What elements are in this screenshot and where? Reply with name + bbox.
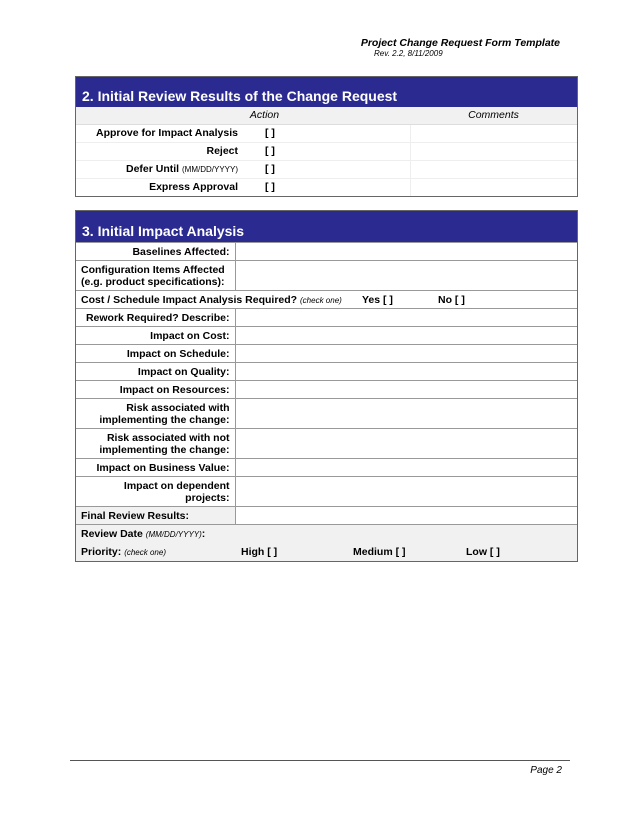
impact-business-label: Impact on Business Value:: [76, 459, 235, 477]
review-row: [76, 160, 577, 178]
review-date-format: (MM/DD/YYYY): [145, 529, 202, 539]
approve-comment[interactable]: [410, 124, 577, 142]
express-comment[interactable]: [410, 178, 577, 196]
footer-divider: [70, 760, 570, 761]
table-row: [76, 243, 577, 261]
priority-check-one: (check one): [124, 547, 166, 557]
table-row: [76, 525, 577, 543]
risk-without-line-2: implementing the change:: [99, 443, 230, 456]
priority-medium-checkbox[interactable]: Medium [ ]: [353, 545, 406, 558]
priority-high-checkbox[interactable]: High [ ]: [241, 545, 278, 558]
cost-schedule-label: Cost / Schedule Impact Analysis Required?: [81, 293, 298, 306]
table-row: [76, 291, 577, 309]
baselines-label: Baselines Affected:: [76, 243, 235, 261]
table-row: [76, 399, 577, 429]
risk-without-field[interactable]: [235, 429, 577, 459]
rework-field[interactable]: [235, 309, 577, 327]
cost-schedule-row: [76, 291, 577, 309]
defer-comment[interactable]: [410, 160, 577, 178]
table-row: [76, 507, 577, 525]
reject-comment[interactable]: [410, 142, 577, 160]
final-review-field[interactable]: [235, 507, 577, 525]
risk-with-line-1: Risk associated with: [126, 401, 230, 414]
impact-schedule-label: Impact on Schedule:: [76, 345, 235, 363]
approve-checkbox[interactable]: [ ]: [243, 124, 410, 142]
col-action: Action: [76, 107, 410, 124]
impact-table: [76, 242, 577, 561]
table-row: [76, 327, 577, 345]
review-row: [76, 142, 577, 160]
priority-low-checkbox[interactable]: Low [ ]: [466, 545, 500, 558]
impact-business-field[interactable]: [235, 459, 577, 477]
impact-dependent-label: [76, 477, 235, 507]
table-row: [76, 345, 577, 363]
impact-dependent-line-1: Impact on dependent: [123, 479, 230, 492]
table-row: [76, 543, 577, 561]
section-initial-review: [75, 76, 578, 197]
express-label: Express Approval: [76, 178, 243, 196]
section-impact-analysis: [75, 210, 578, 562]
review-row: [76, 178, 577, 196]
risk-without-label: [76, 429, 235, 459]
impact-resources-label: Impact on Resources:: [76, 381, 235, 399]
review-date-label: Review Date: [81, 527, 143, 540]
table-row: [76, 429, 577, 459]
impact-resources-field[interactable]: [235, 381, 577, 399]
table-row: [76, 363, 577, 381]
table-row: [76, 459, 577, 477]
risk-with-label: [76, 399, 235, 429]
table-row: [76, 477, 577, 507]
reject-label: Reject: [76, 142, 243, 160]
table-row: [76, 381, 577, 399]
rework-label: Rework Required? Describe:: [76, 309, 235, 327]
impact-cost-field[interactable]: [235, 327, 577, 345]
section-3-title: 3. Initial Impact Analysis: [82, 223, 245, 239]
review-table: [76, 107, 577, 196]
risk-without-line-1: Risk associated with not: [106, 431, 230, 444]
impact-quality-label: Impact on Quality:: [76, 363, 235, 381]
config-items-line-1: Configuration Items Affected: [81, 263, 225, 276]
page-number: Page 2: [530, 765, 562, 776]
section-2-heading: [76, 77, 577, 107]
impact-dependent-line-2: projects:: [185, 491, 230, 504]
review-row: [76, 124, 577, 142]
defer-checkbox[interactable]: [ ]: [243, 160, 410, 178]
col-comments: Comments: [410, 107, 577, 124]
approve-label: Approve for Impact Analysis: [76, 124, 243, 142]
review-date-row: [76, 525, 577, 543]
express-checkbox[interactable]: [ ]: [243, 178, 410, 196]
section-3-heading: [76, 211, 577, 242]
review-column-header: [76, 107, 577, 124]
risk-with-field[interactable]: [235, 399, 577, 429]
reject-checkbox[interactable]: [ ]: [243, 142, 410, 160]
config-items-line-2: (e.g. product specifications):: [81, 275, 225, 288]
document-title: Project Change Request Form Template: [360, 37, 560, 49]
priority-row: [76, 543, 577, 561]
revision-label: Rev. 2.2, 8/11/2009: [374, 49, 443, 58]
config-items-label: [76, 261, 235, 291]
defer-date-format: (MM/DD/YYYY): [182, 165, 238, 174]
section-2-title: 2. Initial Review Results of the Change Request: [82, 88, 398, 104]
impact-quality-field[interactable]: [235, 363, 577, 381]
config-items-field[interactable]: [235, 261, 577, 291]
yes-checkbox[interactable]: Yes [ ]: [362, 294, 393, 306]
final-review-label: Final Review Results:: [76, 507, 235, 525]
no-checkbox[interactable]: No [ ]: [438, 294, 465, 306]
review-date-colon: :: [201, 527, 206, 540]
impact-dependent-field[interactable]: [235, 477, 577, 507]
cost-schedule-check-one: (check one): [300, 295, 342, 305]
baselines-field[interactable]: [235, 243, 577, 261]
table-row: [76, 309, 577, 327]
impact-schedule-field[interactable]: [235, 345, 577, 363]
defer-label: [76, 160, 243, 178]
risk-with-line-2: implementing the change:: [99, 413, 230, 426]
impact-cost-label: Impact on Cost:: [76, 327, 235, 345]
defer-label-text: Defer Until: [125, 163, 180, 175]
priority-label: Priority:: [81, 545, 122, 558]
table-row: [76, 261, 577, 291]
